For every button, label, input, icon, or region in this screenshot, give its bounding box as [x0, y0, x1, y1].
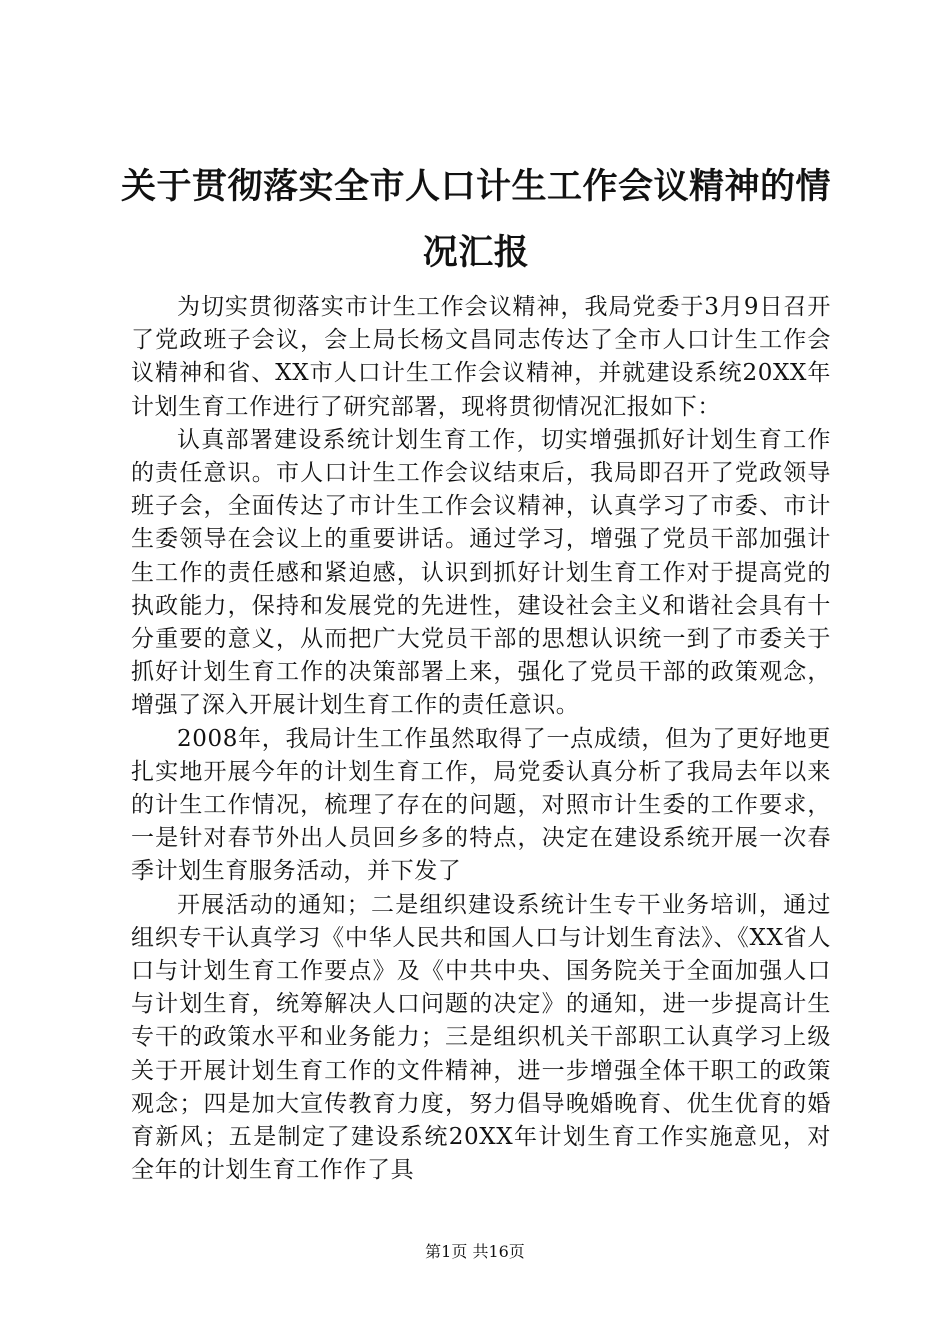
paragraph-2008-analysis: 2008年，我局计生工作虽然取得了一点成绩，但为了更好地更扎实地开展今年的计划生育工作，局党委认真分析了我局去年以来的计生工作情况，梳理了存在的问题，对照市计生委的工作要求，一是针对春节外出人员回乡多的特点，决定在建设系统开展一次春季计划生育服务活动，并下发了 — [131, 725, 831, 885]
document-body — [131, 291, 831, 1187]
paragraph-activities: 开展活动的通知；二是组织建设系统计生专干业务培训，通过组织专干认真学习《中华人民共和国人口与计划生育法》、《XX省人口与计划生育工作要点》及《中共中央、国务院关于全面加强人口与计划生育，统筹解决人口问题的决定》的通知，进一步提高计生专干的政策水平和业务能力；三是组织机关干部职工认真学习上级关于开展计划生育工作的文件精神，进一步增强全体干职工的政策观念；四是加大宣传教育力度，努力倡导晚婚晚育、优生优育的婚育新风；五是制定了建设系统20XX年计划生育工作实施意见，对全年的计划生育工作作了具 — [131, 891, 831, 1184]
paragraph-intro: 为切实贯彻落实市计生工作会议精神，我局党委于3月9日召开了党政班子会议，会上局长杨文昌同志传达了全市人口计生工作会议精神和省、XX市人口计生工作会议精神，并就建设系统20XX年计划生育工作进行了研究部署，现将贯彻情况汇报如下： — [131, 294, 831, 420]
page-number-footer: 第1页 共16页 — [425, 1242, 525, 1261]
paragraph-deployment: 认真部署建设系统计划生育工作，切实增强抓好计划生育工作的责任意识。市人口计生工作会议结束后，我局即召开了党政领导班子会，全面传达了市计生工作会议精神，认真学习了市委、市计生委领导在会议上的重要讲话。通过学习，增强了党员干部加强计生工作的责任感和紧迫感，认识到抓好计划生育工作对于提高党的执政能力，保持和发展党的先进性，建设社会主义和谐社会具有十分重要的意义，从而把广大党员干部的思想认识统一到了市委关于抓好计划生育工作的决策部署上来，强化了党员干部的政策观念，增强了深入开展计划生育工作的责任意识。 — [131, 426, 831, 719]
document-title: 关于贯彻落实全市人口计生工作会议精神的情况汇报 — [120, 166, 831, 273]
